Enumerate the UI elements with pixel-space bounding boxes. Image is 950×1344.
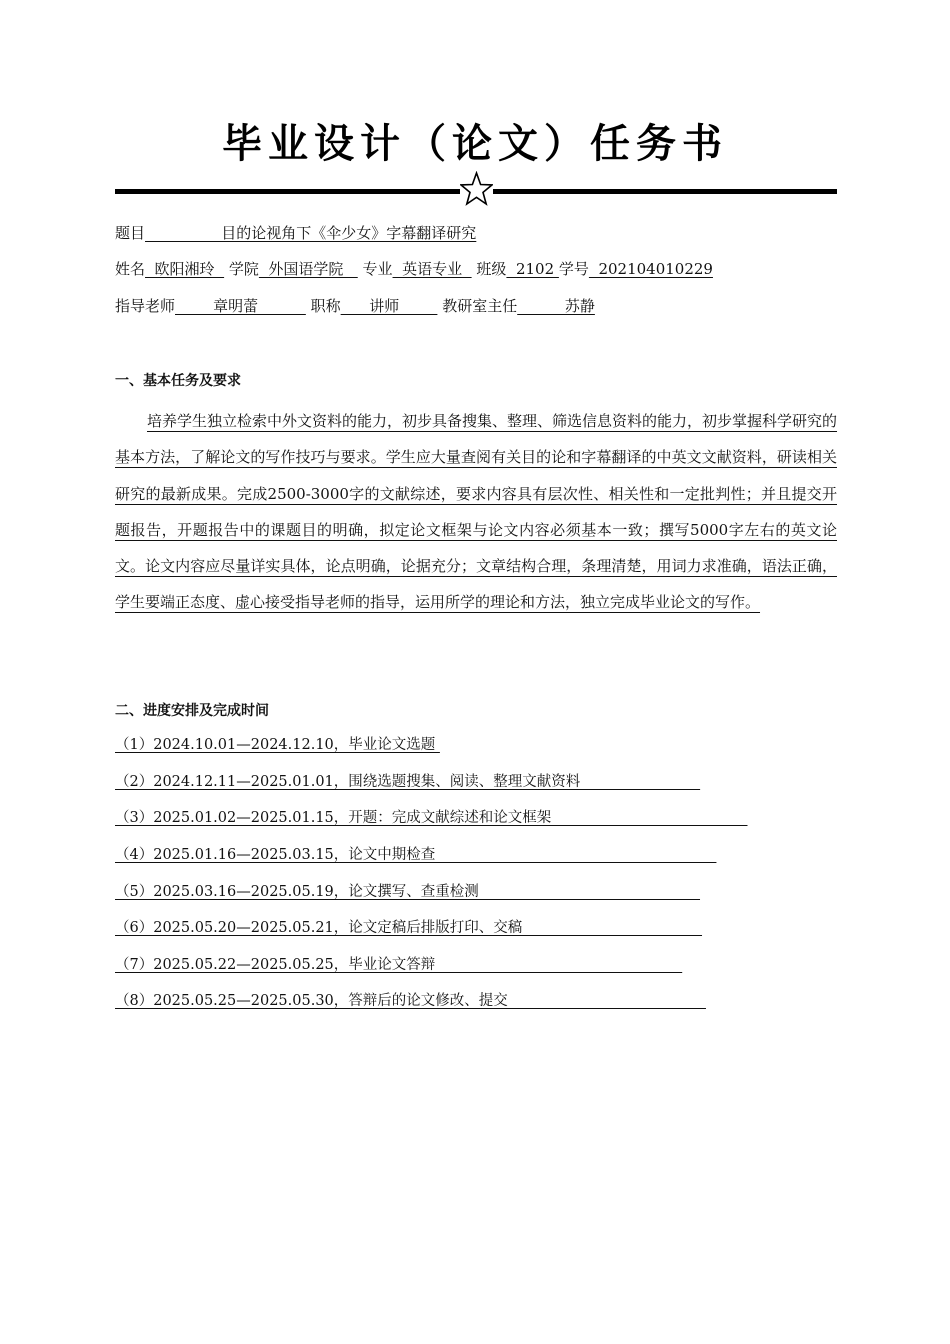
schedule-item: （1）2024.10.01—2024.12.10，毕业论文选题 <box>115 737 440 753</box>
section1-heading: 一、基本任务及要求 <box>115 373 241 389</box>
divider-bar-left <box>115 189 460 194</box>
advisor-label: 指导老师 <box>115 297 176 315</box>
topic-label: 题目 <box>115 224 146 242</box>
student-id-label: 学号 <box>558 260 589 278</box>
director-value: 苏静 <box>517 297 595 315</box>
director-label: 教研室主任 <box>442 297 518 315</box>
student-info-row <box>115 259 713 279</box>
schedule-item: （8）2025.05.25—2025.05.30，答辩后的论文修改、提交 <box>115 993 706 1009</box>
major-value: 英语专业 <box>392 260 472 278</box>
rank-value: 讲师 <box>340 297 438 315</box>
document-title: 毕业设计（论文）任务书 <box>222 121 728 167</box>
schedule-item: （6）2025.05.20—2025.05.21，论文定稿后排版打印、交稿 <box>115 920 703 936</box>
title-divider <box>115 171 837 213</box>
schedule-item: （3）2025.01.02—2025.01.15，开题：完成文献综述和论文框架 _ <box>115 810 748 826</box>
divider-bar-right <box>493 189 837 194</box>
major-label: 专业 <box>362 260 393 278</box>
class-label: 班级 <box>476 260 507 278</box>
student-id-value: 202104010229 <box>588 260 713 278</box>
college-value: 外国语学院 <box>258 260 358 278</box>
name-label: 姓名 <box>115 260 146 278</box>
section2-heading: 二、进度安排及完成时间 <box>115 703 269 719</box>
name-value: 欧阳湘玲 <box>145 260 225 278</box>
rank-label: 职称 <box>310 297 341 315</box>
advisor-value: 章明蕾 <box>175 297 306 315</box>
class-value: 2102 <box>506 260 559 278</box>
college-label: 学院 <box>228 260 259 278</box>
schedule-item: （7）2025.05.22—2025.05.25，毕业论文答辩 _ <box>115 957 683 973</box>
advisor-row <box>115 296 595 316</box>
star-outline-icon <box>460 171 493 209</box>
schedule-item: （4）2025.01.16—2025.03.15，论文中期检查 <box>115 847 717 863</box>
schedule-item: （2）2024.12.11—2025.01.01，围绕选题搜集、阅读、整理文献资料 <box>115 774 701 790</box>
schedule-item: （5）2025.03.16—2025.05.19，论文撰写、查重检测 <box>115 884 701 900</box>
topic-value: 目的论视角下《伞少女》字幕翻译研究 <box>145 224 477 242</box>
section1-body: 培养学生独立检索中外文资料的能力，初步具备搜集、整理、筛选信息资料的能力，初步掌握科学研究的基本方法，了解论文的写作技巧与要求。学生应大量查阅有关目的论和字幕翻译的中英文文献资料，研读相关研究的最新成果。完成2500-3000字的文献综述，要求内容具有层次性、相关性和一定批判性；并且提交开题报告，开题报告中的课题目的明确，拟定论文框架与论文内容必须基本一致；撰写5000字左右的英文论文。论文内容应尽量详实具体，论点明确，论据充分；文章结构合理，条理清楚，用词力求准确，语法正确，学生要端正态度、虚心接受指导老师的指导，运用所学的理论和方法，独立完成毕业论文的写作。 <box>115 412 838 612</box>
topic-row <box>115 223 476 243</box>
